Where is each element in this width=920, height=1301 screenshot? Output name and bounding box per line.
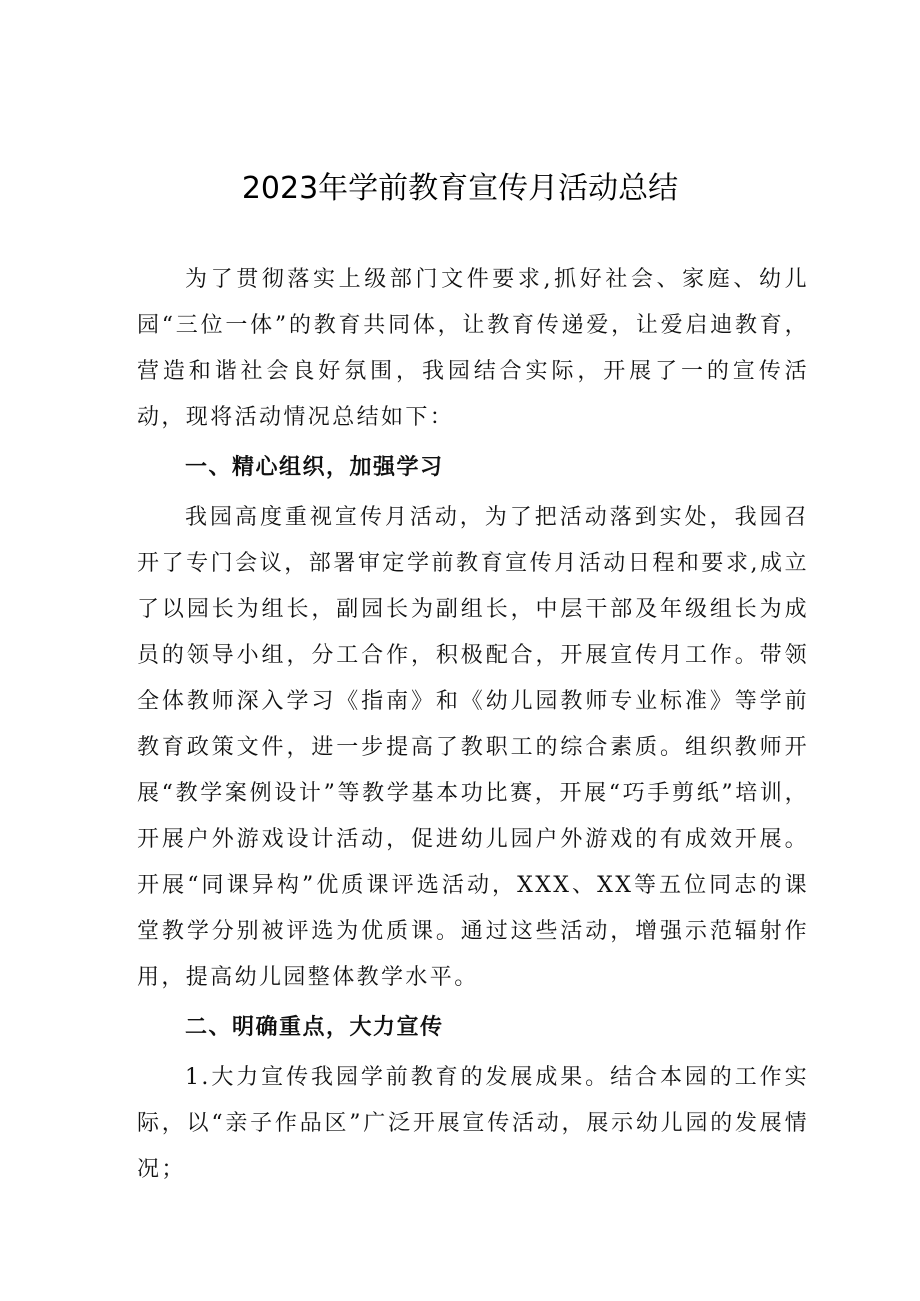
document-body: [137, 257, 809, 1193]
document-title: 2023年学前教育宣传月活动总结: [241, 171, 679, 206]
section-1-paragraph: 我园高度重视宣传月活动，为了把活动落到实处，我园召开了专门会议，部署审定学前教育宣传月活动日程和要求,成立了以园长为组长，副园长为副组长，中层干部及年级组长为成员的领导小组，分工合作，积极配合，开展宣传月工作。带领全体教师深入学习《指南》和《幼儿园教师专业标准》等学前教育政策文件，进一步提高了教职工的综合素质。组织教师开展“教学案例设计”等教学基本功比赛，开展“巧手剪纸”培训，开展户外游戏设计活动，促进幼儿园户外游戏的有成效开展。开展“同课异构”优质课评选活动，XXX、XX等五位同志的课堂教学分别被评选为优质课。通过这些活动，增强示范辐射作用，提高幼儿园整体教学水平。: [137, 505, 809, 990]
intro-paragraph: 为了贯彻落实上级部门文件要求,抓好社会、家庭、幼儿园“三位一体”的教育共同体，让教育传递爱，让爱启迪教育，营造和谐社会良好氛围，我园结合实际，开展了一的宣传活动，现将活动情况总结如下：: [137, 267, 809, 430]
section-2-paragraph: 1.大力宣传我园学前教育的发展成果。结合本园的工作实际，以“亲子作品区”广泛开展宣传活动，展示幼儿园的发展情况；: [137, 1065, 809, 1182]
section-heading-2: 二、明确重点，大力宣传: [185, 1015, 444, 1040]
section-heading-1: 一、精心组织，加强学习: [185, 455, 444, 480]
